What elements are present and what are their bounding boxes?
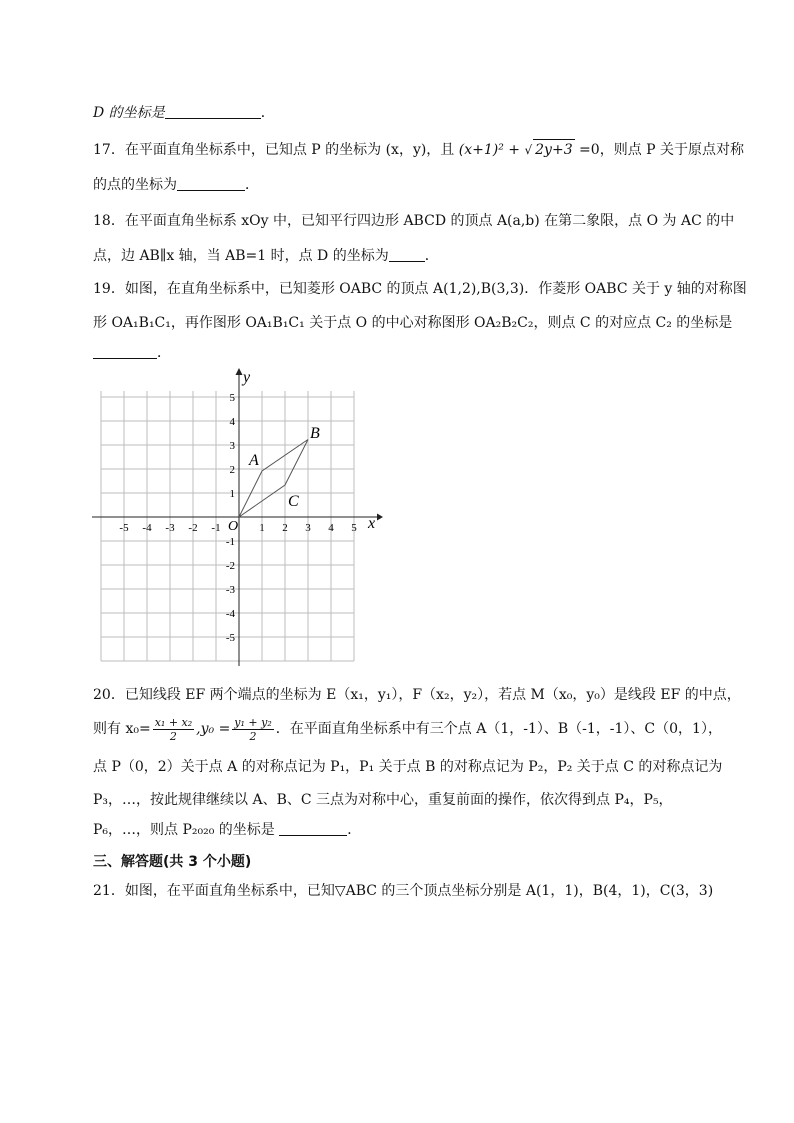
period: ．: [245, 177, 259, 193]
section-heading: 三、解答题(共 3 个小题): [93, 854, 252, 870]
q17-eq-a: (x+1)²: [458, 142, 504, 158]
x-axis-label: x: [368, 515, 376, 532]
q18-line1: 18．在平面直角坐标系 xOy 中，已知平行四边形 ABCD 的顶点 A(a,b) 在第二象限，点 O 为 AC 的中: [93, 213, 735, 229]
period: ．: [424, 248, 439, 264]
y-axis-label: y: [243, 369, 251, 386]
q20-line5: [93, 820, 713, 840]
period: ．: [347, 822, 362, 838]
x-tick-label: -4: [142, 522, 152, 534]
y-tick-label: 2: [229, 464, 235, 476]
y-tick-label: -5: [225, 632, 235, 644]
x-tick-label: -5: [119, 522, 129, 534]
q19-line2: 形 OA₁B₁C₁，再作图形 OA₁B₁C₁ 关于点 O 的中心对称图形 OA₂B₂C₂，则点 C 的对应点 C₂ 的坐标是: [93, 315, 733, 331]
x-tick-label: -3: [165, 522, 175, 534]
y-tick-label: 4: [229, 416, 235, 428]
sqrt-sign: √: [524, 143, 533, 157]
frac2-num: y₁ + y₂: [234, 715, 272, 729]
fraction-y0: [232, 716, 273, 743]
q19-line3: [93, 343, 713, 363]
q20-prefix: 则有 x₀=: [93, 721, 151, 737]
answer-blank-18[interactable]: [389, 247, 425, 262]
x-tick-label: 1: [259, 522, 265, 534]
y-tick-label: 3: [229, 440, 235, 452]
q17-eq-tail: =0，则点 P 关于原点对称: [574, 142, 745, 158]
y-tick-labels: [225, 392, 239, 644]
q19-line1: 19．如图，在直角坐标系中，已知菱形 OABC 的顶点 A(1,2),B(3,3)．作菱形 OABC 关于 y 轴的对称图: [93, 281, 747, 297]
y-tick-label: -4: [225, 608, 235, 620]
point-C-label: C: [288, 493, 299, 510]
q20-line2-tail: ．在平面直角坐标系中有三个点 A（1，-1）、B（-1，-1）、C（0，1），: [275, 721, 722, 737]
frac1-num: x₁ + x₂: [154, 715, 193, 729]
x-tick-label: -2: [188, 522, 198, 534]
x-tick-label: 3: [305, 522, 311, 534]
y-tick-label: 1: [229, 488, 235, 500]
q17-prefix: 17．在平面直角坐标系中，已知点 P 的坐标为 (x，y)，且: [93, 142, 459, 158]
answer-blank-16[interactable]: [165, 104, 261, 119]
q17-plus: +: [503, 142, 525, 158]
answer-blank-17[interactable]: [177, 176, 245, 191]
x-tick-labels: [119, 522, 357, 534]
q20-line5-text: P₆，…，则点 P₂₀₂₀ 的坐标是: [93, 822, 275, 838]
q18-line2: [93, 246, 713, 266]
answer-blank-19[interactable]: [93, 344, 157, 359]
q20-line1: 20．已知线段 EF 两个端点的坐标为 E（x₁，y₁），F（x₂，y₂），若点 M（x₀，y₀）是线段 EF 的中点，: [93, 687, 741, 703]
fraction-x0: [153, 716, 194, 743]
answer-blank-20[interactable]: [279, 821, 347, 836]
origin-label: O: [228, 519, 239, 534]
period: ．: [260, 105, 275, 121]
q18-line2-text: 点，边 AB∥x 轴，当 AB=1 时，点 D 的坐标为: [93, 248, 389, 264]
q16-text: D 的坐标是: [93, 105, 165, 121]
period: ．: [157, 345, 171, 361]
x-tick-label: 4: [328, 522, 334, 534]
q16-tail: [93, 103, 713, 123]
x-axis-arrow-icon: [377, 514, 383, 521]
point-B-label: B: [310, 425, 320, 442]
point-A-label: A: [249, 452, 259, 469]
frac1-den: 2: [169, 729, 177, 743]
q21-line1: 21．如图，在平面直角坐标系中，已知▽ABC 的三个顶点坐标分别是 A(1，1)，B(4，1)，C(3，3): [93, 883, 714, 899]
x-tick-label: 5: [351, 522, 357, 534]
x-tick-label: -1: [211, 522, 221, 534]
q20-mid: ,y₀ =: [196, 721, 231, 737]
q17-eq-b: 2y+3: [533, 139, 574, 160]
q20-line2: [93, 714, 722, 744]
y-axis-arrow-icon: [236, 368, 243, 375]
x-tick-label: 2: [282, 522, 288, 534]
y-tick-label: -2: [225, 560, 235, 572]
q17-line2-text: 的点的坐标为: [93, 177, 177, 193]
q17-line2: [93, 175, 713, 195]
y-tick-label: -3: [225, 584, 235, 596]
y-tick-label: 5: [229, 392, 235, 404]
frac2-den: 2: [249, 729, 257, 743]
coordinate-grid-figure: [92, 366, 384, 666]
y-tick-label: -1: [225, 536, 235, 548]
q20-line3: 点 P（0，2）关于点 A 的对称点记为 P₁，P₁ 关于点 B 的对称点记为 P₂，P₂ 关于点 C 的对称点记为: [93, 759, 723, 775]
q20-line4: P₃，…，按此规律继续以 A、B、C 三点为对称中心，重复前面的操作，依次得到点 P₄，P₅，: [93, 792, 673, 808]
q17-line1: [93, 139, 745, 160]
